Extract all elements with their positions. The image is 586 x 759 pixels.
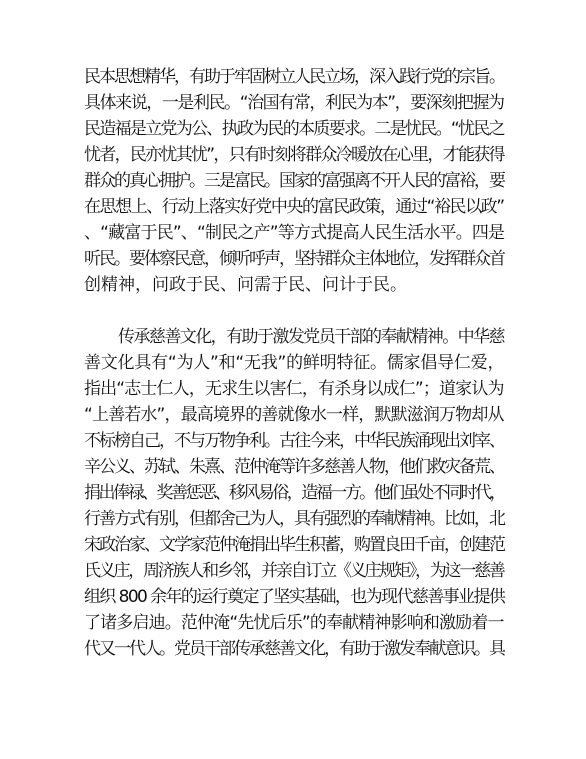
text-line: 不标榜自己，不与万物争利。古往今来，中华民族涌现出刘宰、: [84, 431, 504, 451]
paragraph-people-oriented: [84, 64, 504, 298]
text-line: 创精神，问政于民、问需于民、问计于民。: [84, 275, 407, 295]
text-line: 、“藏富于民”、“制民之产”等方式提高人民生活水平。四是: [84, 223, 505, 243]
text-line: 民造福是立党为公、执政为民的本质要求。二是忧民。“忧民之: [84, 119, 504, 139]
text-line: 民本思想精华，有助于牢固树立人民立场，深入践行党的宗旨。: [84, 67, 504, 87]
text-line: 忧者，民亦忧其忧”，只有时刻将群众冷暖放在心里，才能获得: [84, 145, 504, 165]
text-line: 具体来说，一是利民。“治国有常，利民为本”，要深刻把握为: [84, 93, 504, 113]
text-line: 辛公义、苏轼、朱熹、范仲淹等许多慈善人物，他们救灾备荒、: [84, 457, 504, 477]
text-line-first: 传承慈善文化，有助于激发党员干部的奉献精神。中华慈: [118, 327, 504, 347]
text-line: 捐出俸禄、奖善惩恶、移风易俗，造福一方。他们虽处不同时代，: [84, 483, 504, 503]
text-line: 宋政治家、文学家范仲淹捐出毕生积蓄，购置良田千亩，创建范: [84, 535, 504, 555]
text-line: “上善若水”，最高境界的善就像水一样，默默滋润万物却从: [84, 405, 504, 425]
text-line: 群众的真心拥护。三是富民。国家的富强离不开人民的富裕，要: [84, 171, 504, 191]
text-line: 善文化具有“为人”和“无我”的鲜明特征。儒家倡导仁爱，: [84, 353, 505, 373]
paragraph-charity-culture: [84, 324, 504, 662]
text-line: 听民。要体察民意，倾听呼声，坚持群众主体地位，发挥群众首: [84, 249, 504, 269]
text-line: 在思想上、行动上落实好党中央的富民政策，通过“裕民以政”: [84, 197, 504, 217]
text-line: 行善方式有别，但都舍己为人，具有强烈的奉献精神。比如，北: [84, 509, 504, 529]
text-line: 了诸多启迪。范仲淹“先忧后乐”的奉献精神影响和激励着一: [84, 613, 504, 633]
text-line: 氏义庄，周济族人和乡邻，并亲自订立《义庄规矩》，为这一慈善: [84, 561, 504, 581]
text-line: 组织 800 余年的运行奠定了坚实基础，也为现代慈善事业提供: [84, 587, 505, 607]
text-line: 指出“志士仁人，无求生以害仁，有杀身以成仁”；道家认为: [84, 379, 504, 399]
text-line: 代又一代人。党员干部传承慈善文化，有助于激发奉献意识。具: [84, 639, 504, 659]
